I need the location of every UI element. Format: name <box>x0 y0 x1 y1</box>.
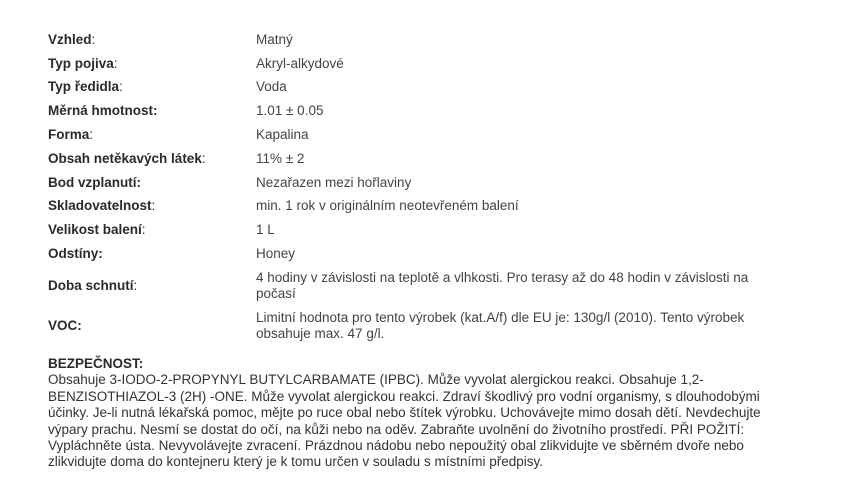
spec-label: Obsah netěkavých látek <box>48 150 202 166</box>
safety-text: Obsahuje 3-IODO-2-PROPYNYL BUTYLCARBAMATE (IPBC). Může vyvolat alergickou reakci. Obsahuje 1,2-BENZISOTHIAZOL-3 (2H) -ONE. Může vyvolat alergickou reakci. Zdraví škodlivý pro vodní organismy, s dlouhodobými účinky. Je-li nutná lékařská pomoc, mějte po ruce obal nebo štítek výrobku. Uchovávejte mimo dosah dětí. Nevdechujte výpary prachu. Nesmí se dostat do očí, na kůži nebo na oděv. Zabraňte uvolnění do životního prostředí. PŘI POŽITÍ: Vypláchněte ústa. Nevyvolávejte zvracení. Prázdnou nádobu nebo nepoužitý obal zlikvidujte ve sběrném dvoře nebo zlikvidujte doma do kontejneru který je k tomu určen v souladu s místními předpisy. <box>48 372 761 470</box>
product-spec-section <box>48 28 818 471</box>
spec-label-cell <box>48 28 256 52</box>
spec-value: 11% ± 2 <box>256 150 305 166</box>
spec-label-suffix: : <box>141 222 146 238</box>
spec-label: VOC: <box>48 317 82 333</box>
spec-value: min. 1 rok v originálním neotevřeném balení <box>256 198 519 214</box>
spec-label-cell <box>48 76 256 100</box>
spec-row-velikost-baleni <box>48 218 773 242</box>
spec-label-suffix: : <box>119 79 123 95</box>
spec-label-suffix: : <box>113 55 118 71</box>
spec-label: Typ pojiva <box>48 55 114 71</box>
spec-label: Skladovatelnost <box>48 198 152 214</box>
spec-label-cell <box>48 147 256 171</box>
spec-value: Kapalina <box>256 127 309 143</box>
spec-label: Forma <box>48 127 90 143</box>
spec-row-voc <box>48 306 773 346</box>
spec-label-suffix: : <box>89 127 94 143</box>
spec-label-cell <box>48 52 256 76</box>
spec-label-cell <box>48 171 256 195</box>
spec-row-merna-hmotnost <box>48 99 773 123</box>
spec-label: Typ ředidla <box>48 79 120 95</box>
spec-row-odstiny <box>48 242 773 266</box>
spec-label-cell <box>48 195 256 219</box>
spec-label: Odstíny: <box>48 246 103 262</box>
spec-row-vzhled <box>48 28 773 52</box>
spec-label-cell <box>48 218 256 242</box>
spec-value: Nezařazen mezi hořlaviny <box>256 174 412 190</box>
spec-label-suffix: : <box>91 31 96 47</box>
spec-table <box>48 28 773 346</box>
spec-value: Honey <box>256 246 296 262</box>
spec-value: 1.01 ± 0.05 <box>256 103 324 119</box>
spec-value: Limitní hodnota pro tento výrobek (kat.A/f) dle EU je: 130g/l (2010). Tento výrobek obsahuje max. 47 g/l. <box>256 309 745 341</box>
spec-row-bod-vzplanuti <box>48 171 773 195</box>
spec-row-obsah-netekavych-latek <box>48 147 773 171</box>
spec-label: Bod vzplanutí: <box>48 174 141 190</box>
spec-row-forma <box>48 123 773 147</box>
spec-label-cell <box>48 306 256 346</box>
spec-value: Matný <box>256 31 293 47</box>
spec-value: Voda <box>256 79 287 95</box>
spec-label-suffix: : <box>133 277 138 293</box>
spec-label: Velikost balení <box>48 222 142 238</box>
spec-row-skladovatelnost <box>48 195 773 219</box>
spec-label: Měrná hmotnost: <box>48 103 158 119</box>
spec-label: Vzhled <box>48 31 92 47</box>
safety-section <box>48 356 768 471</box>
safety-title: BEZPEČNOST: <box>48 355 144 371</box>
spec-value: Akryl-alkydové <box>256 55 344 71</box>
spec-label: Doba schnutí <box>48 277 134 293</box>
spec-row-typ-pojiva <box>48 52 773 76</box>
spec-label-cell <box>48 99 256 123</box>
spec-label-suffix: : <box>201 150 206 166</box>
spec-label-cell <box>48 242 256 266</box>
spec-label-cell <box>48 123 256 147</box>
spec-value: 1 L <box>256 222 275 238</box>
spec-row-doba-schnuti <box>48 266 773 306</box>
spec-label-suffix: : <box>151 198 156 214</box>
spec-value: 4 hodiny v závislosti na teplotě a vlhkosti. Pro terasy až do 48 hodin v závislosti na počasí <box>256 269 749 301</box>
spec-row-typ-redidla <box>48 76 773 100</box>
spec-label-cell <box>48 266 256 306</box>
